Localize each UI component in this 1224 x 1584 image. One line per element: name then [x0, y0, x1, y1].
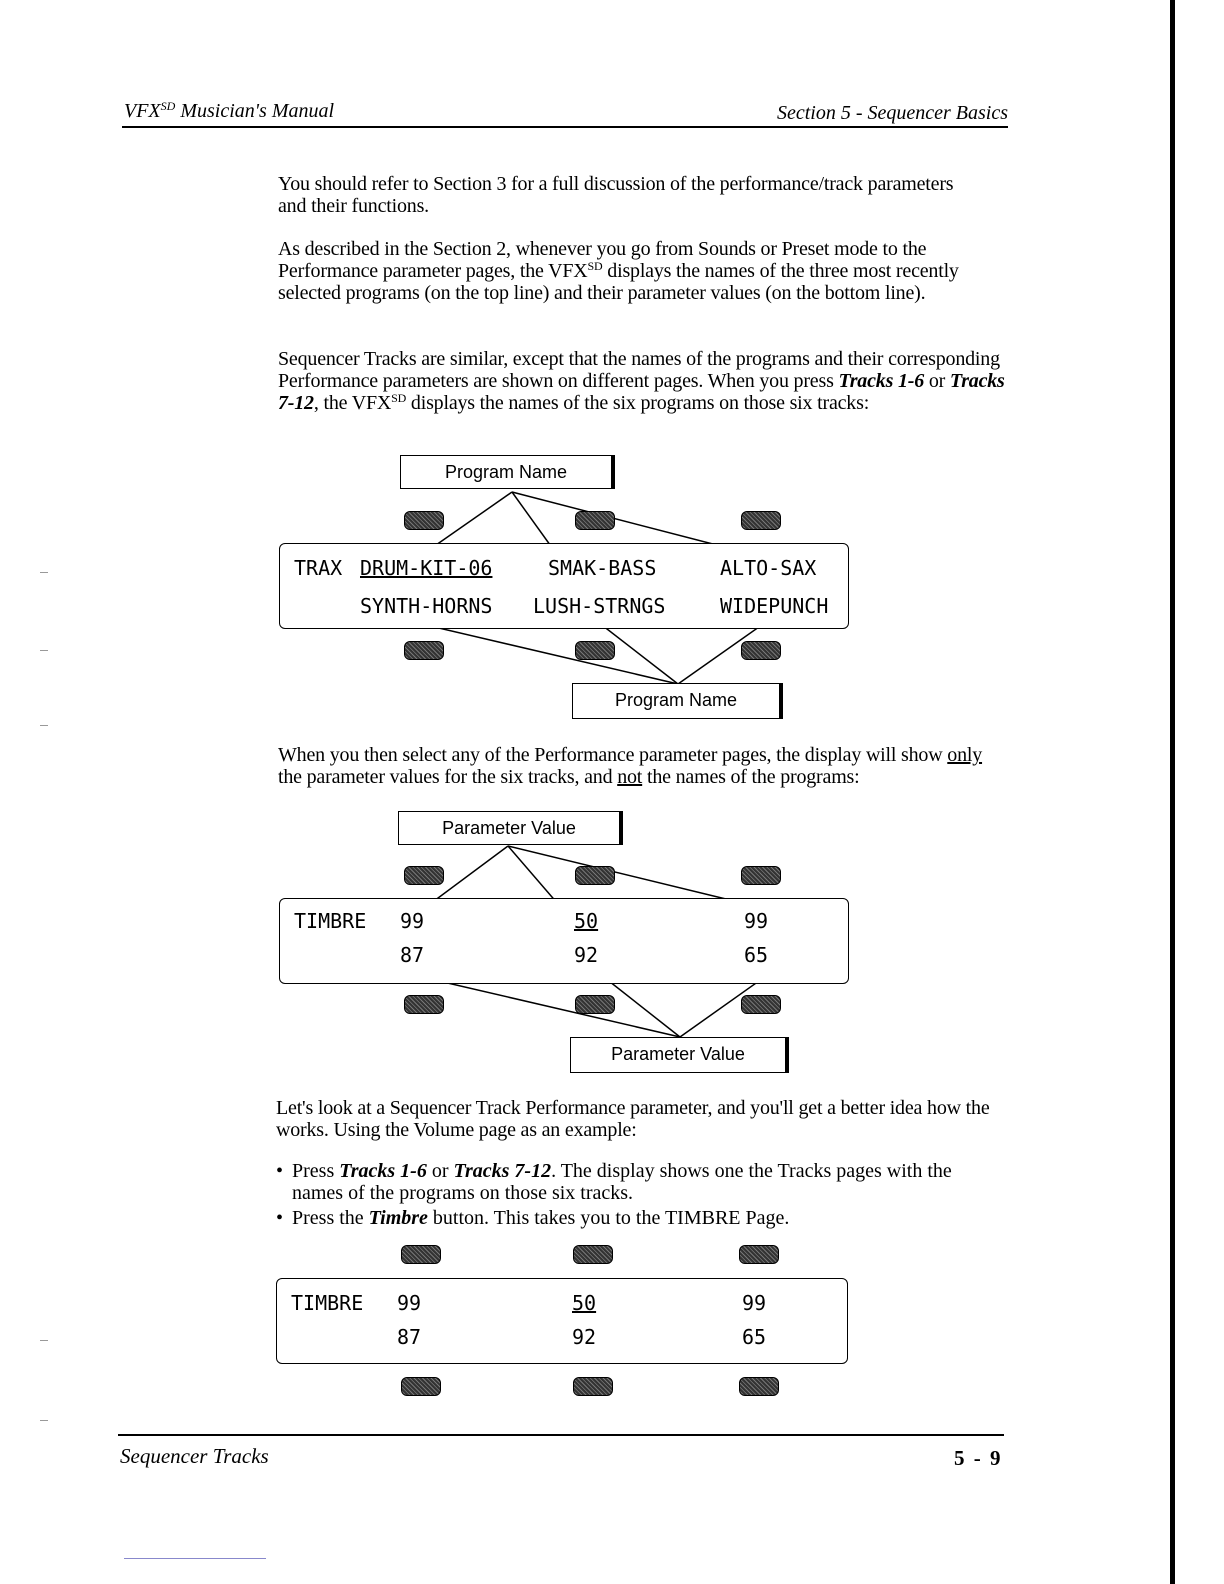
header-product-sup: SD [160, 99, 176, 113]
bullet-dot: • [276, 1160, 284, 1182]
lcd-page-title: TIMBRE [291, 1291, 364, 1315]
footer-rule [118, 1434, 1004, 1436]
running-header-right: Section 5 - Sequencer Basics [776, 102, 1008, 124]
soft-button[interactable] [575, 866, 615, 885]
track-2-value: 87 [397, 1325, 422, 1349]
bullet2-text-b: button. This takes you to the TIMBRE Page. [427, 1207, 790, 1229]
tracks-7-12-label: Tracks 7-12 [278, 370, 1005, 414]
program-name-label-top: Program Name [400, 455, 615, 489]
para4-not: not [617, 766, 643, 788]
track-1-value: 99 [400, 909, 425, 933]
track-5-value: 99 [744, 909, 769, 933]
para4-only: only [947, 744, 983, 766]
track-6-value: 65 [742, 1325, 767, 1349]
track-6-program: WIDEPUNCH [720, 594, 829, 618]
track-4-value: 92 [574, 943, 599, 967]
soft-button[interactable] [741, 995, 781, 1014]
track-1-program: DRUM-KIT-06 [360, 556, 493, 580]
soft-button[interactable] [573, 1245, 613, 1264]
track-5-program: ALTO-SAX [720, 556, 817, 580]
para2-sup: SD [587, 259, 603, 273]
soft-button[interactable] [575, 995, 615, 1014]
bullet2-text-a: Press the [292, 1207, 369, 1229]
track-5-value: 99 [742, 1291, 767, 1315]
tracks-1-6-label: Tracks 1-6 [838, 370, 925, 392]
bullet-item-2 [276, 1207, 976, 1229]
bullet1-tracks-1-6: Tracks 1-6 [339, 1160, 427, 1182]
para3-text-b: , the VFX [313, 392, 392, 414]
paragraph-5: Let's look at a Sequencer Track Performance parameter, and you'll get a better idea how the works. Using the Volume page as an example: [276, 1097, 990, 1141]
bullet-item-1 [276, 1160, 976, 1204]
para3-text-a: Sequencer Tracks are similar, except that the names of the programs and their corresponding Performance parameters are shown on different pages. When you press [278, 348, 1000, 392]
bullet1-text-b: . The display shows one the Tracks pages with the names of the programs on those six tracks. [292, 1160, 952, 1204]
parameter-value-label-bottom: Parameter Value [570, 1037, 789, 1073]
bullet1-tracks-7-12: Tracks 7-12 [453, 1160, 552, 1182]
para3-text-c: displays the names of the six programs on those six tracks: [406, 392, 870, 414]
soft-button[interactable] [404, 866, 444, 885]
soft-button[interactable] [573, 1377, 613, 1396]
track-4-value: 92 [572, 1325, 597, 1349]
header-product: VFX [124, 100, 161, 122]
soft-button[interactable] [404, 995, 444, 1014]
track-2-program: SYNTH-HORNS [360, 594, 493, 618]
soft-button[interactable] [739, 1245, 779, 1264]
track-2-value: 87 [400, 943, 425, 967]
para2-text-b: displays the names of the three most recently selected programs (on the top line) and their parameter values (on the bottom line). [278, 260, 959, 304]
lcd-page-title: TRAX [294, 556, 343, 580]
header-manual: Musician's Manual [175, 100, 335, 122]
paragraph-1: You should refer to Section 3 for a full discussion of the performance/track parameters and their functions. [278, 173, 954, 217]
bullet1-or: or [426, 1160, 454, 1182]
page-number: 5 - 9 [954, 1446, 1003, 1470]
footnote-rule [124, 1558, 266, 1559]
track-1-value: 99 [397, 1291, 422, 1315]
track-4-program: LUSH-STRNGS [533, 594, 666, 618]
soft-button[interactable] [401, 1245, 441, 1264]
para4-text-c: the names of the programs: [642, 766, 860, 788]
track-6-value: 65 [744, 943, 769, 967]
lcd-display-timbre [279, 898, 849, 984]
para4-text-a: When you then select any of the Performance parameter pages, the display will show [278, 744, 948, 766]
running-footer-left: Sequencer Tracks [120, 1444, 269, 1468]
lcd-page-title: TIMBRE [294, 909, 367, 933]
track-3-program: SMAK-BASS [548, 556, 657, 580]
lcd-display-timbre-example [276, 1278, 848, 1364]
para4-text-b: the parameter values for the six tracks, and [278, 766, 618, 788]
track-3-value: 50 [572, 1291, 597, 1315]
soft-button[interactable] [739, 1377, 779, 1396]
para3-or: or [924, 370, 950, 392]
para3-sup: SD [391, 391, 407, 405]
soft-button[interactable] [741, 866, 781, 885]
track-3-value: 50 [574, 909, 599, 933]
soft-button[interactable] [401, 1377, 441, 1396]
parameter-value-label-top: Parameter Value [398, 811, 623, 845]
para2-text-a: As described in the Section 2, whenever you go from Sounds or Preset mode to the Performance parameter pages, the VFX [278, 238, 927, 282]
bullet1-text-a: Press [292, 1160, 340, 1182]
program-name-label-bottom: Program Name [572, 683, 783, 719]
bullet-dot: • [276, 1207, 284, 1229]
bullet2-timbre: Timbre [368, 1207, 428, 1229]
